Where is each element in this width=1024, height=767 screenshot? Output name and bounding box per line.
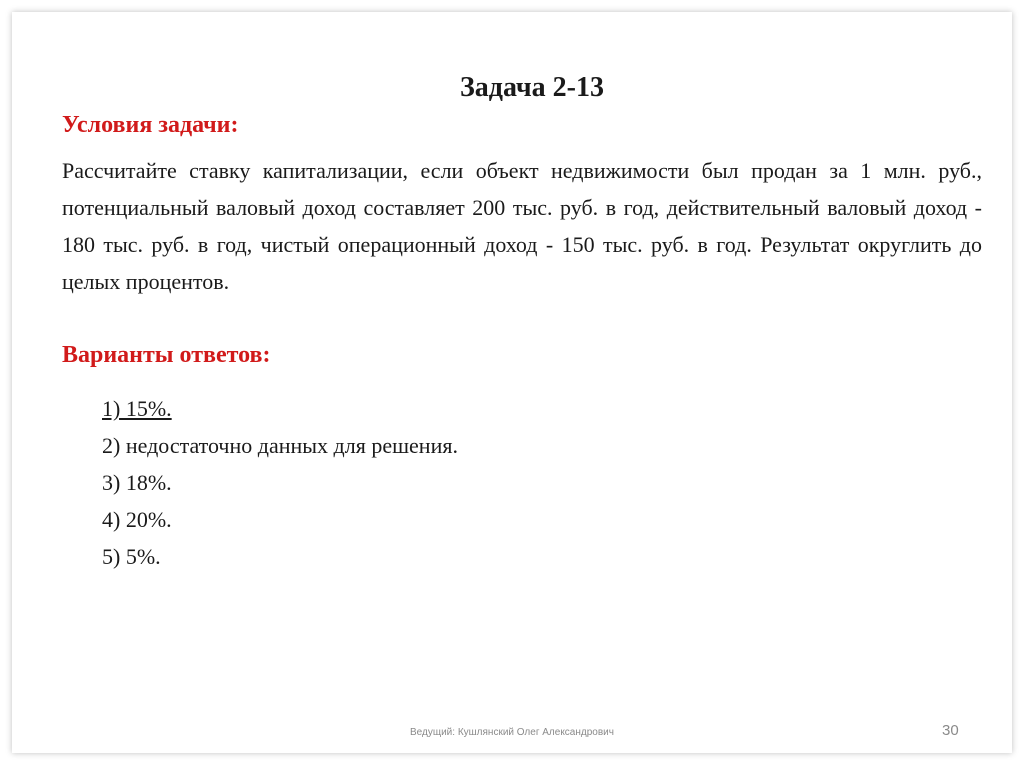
answer-option bbox=[102, 427, 458, 464]
answer-option-text: 5) 5%. bbox=[102, 544, 161, 569]
answer-option-text: 3) 18%. bbox=[102, 470, 172, 495]
presenter-footer: Ведущий: Кушлянский Олег Александрович bbox=[410, 727, 614, 738]
answer-option-text: 4) 20%. bbox=[102, 507, 172, 532]
answer-option bbox=[102, 464, 458, 501]
answers-heading: Варианты ответов: bbox=[62, 342, 271, 368]
answer-option-text: 2) недостаточно данных для решения. bbox=[102, 433, 458, 458]
answer-option bbox=[102, 538, 458, 575]
conditions-heading: Условия задачи: bbox=[62, 112, 239, 138]
slide bbox=[12, 12, 1012, 753]
answer-list bbox=[102, 390, 458, 575]
answer-option bbox=[102, 390, 458, 427]
problem-text: Рассчитайте ставку капитализации, если объект недвижимости был продан за 1 млн. руб., потенциальный валовый доход составляет 200 тыс. руб. в год, действительный валовый доход - 180 тыс. руб. в год, чистый операционный доход - 150 тыс. руб. в год. Результат округлить до целых процентов. bbox=[62, 158, 982, 294]
answer-option bbox=[102, 501, 458, 538]
answer-option-text: 1) 15%. bbox=[102, 396, 172, 421]
page-number: 30 bbox=[942, 722, 959, 739]
slide-title: Задача 2-13 bbox=[460, 72, 604, 103]
